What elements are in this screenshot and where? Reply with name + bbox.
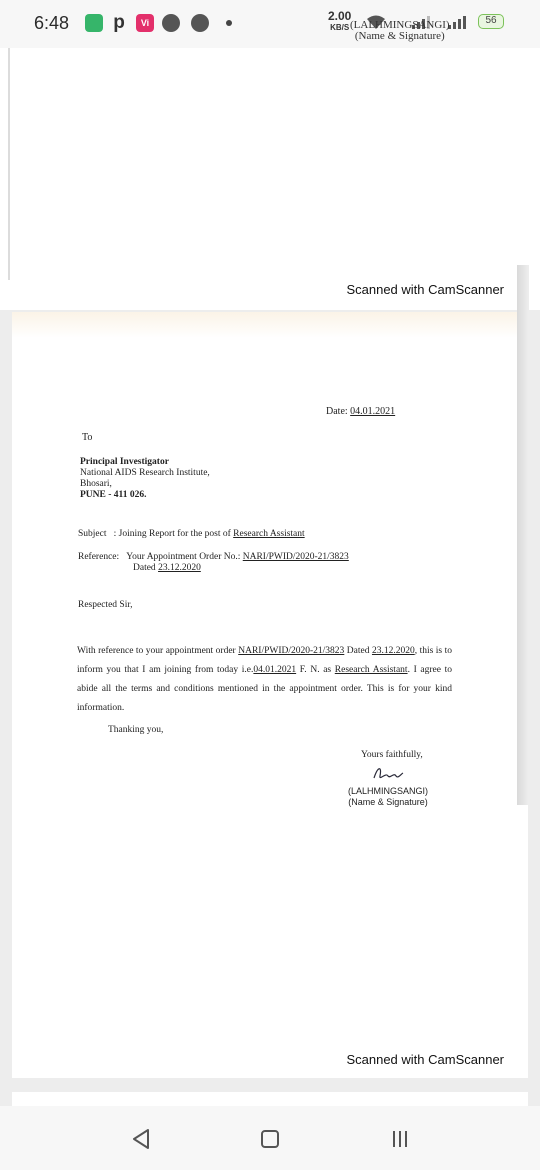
notification-dot-icon xyxy=(226,20,232,26)
previous-page-name: (LALHMINGSANGI) xyxy=(350,19,450,31)
page-edge xyxy=(8,48,10,280)
back-icon[interactable] xyxy=(126,1124,156,1154)
letter-date xyxy=(326,406,395,417)
network-speed-value: 2.00 xyxy=(328,9,352,23)
recipient-line-1: National AIDS Research Institute, xyxy=(80,468,210,478)
previous-page-name-caption: (Name & Signature) xyxy=(354,30,445,42)
green-app-icon xyxy=(85,14,103,32)
subject-text: : Joining Report for the post of xyxy=(113,529,234,539)
body-post: Research Assistant xyxy=(334,665,408,675)
letter-reference xyxy=(78,552,349,574)
previous-page-signature xyxy=(350,20,450,42)
body-part-1: With reference to your appointment order xyxy=(77,646,239,656)
page-fold-shadow xyxy=(517,265,529,805)
thanking-line: Thanking you, xyxy=(108,725,164,735)
letter-subject xyxy=(78,529,305,539)
reference-text: Your Appointment Order No.: xyxy=(126,552,243,562)
body-part-2: Dated xyxy=(346,646,372,656)
play-app-icon xyxy=(191,14,209,32)
body-part-3: , this is to inform you that I am joining from today i.e. xyxy=(77,646,453,675)
signatory-name: (LALHMINGSANGI) xyxy=(348,786,429,796)
home-icon[interactable] xyxy=(255,1124,285,1154)
page-top-shading xyxy=(12,312,528,338)
recipient-line-2: Bhosari, xyxy=(80,479,112,489)
date-label: Date: xyxy=(326,406,351,417)
body-part-5: . I agree to abide all the terms and conditions mentioned in the appointment order. This is for your kind information. xyxy=(77,665,452,713)
reference-number: NARI/PWID/2020-21/3823 xyxy=(242,552,349,562)
scanned-letter-page xyxy=(12,312,528,1078)
subject-label: Subject xyxy=(78,529,107,539)
next-page xyxy=(12,1092,528,1106)
reference-label: Reference: xyxy=(78,552,120,562)
subject-post: Research Assistant xyxy=(233,529,305,539)
recent-apps-icon[interactable] xyxy=(385,1124,415,1154)
camscanner-watermark-2: Scanned with CamScanner xyxy=(346,1052,504,1067)
signatory-caption: (Name & Signature) xyxy=(348,797,428,807)
camscanner-watermark: Scanned with CamScanner xyxy=(346,282,504,297)
circle-app-icon xyxy=(162,14,180,32)
letter-body xyxy=(77,642,452,718)
reference-dated xyxy=(78,563,349,574)
navigation-bar xyxy=(0,1106,540,1170)
network-speed-unit: KB/S xyxy=(330,23,350,32)
body-order-date: 23.12.2020 xyxy=(371,646,415,656)
p-app-icon: p xyxy=(113,12,125,33)
letter-to: To xyxy=(82,432,93,443)
battery-icon: 56 xyxy=(478,14,504,29)
reference-dated-value: 23.12.2020 xyxy=(158,563,201,573)
network-speed xyxy=(328,11,351,33)
recipient-line-3: PUNE - 411 026. xyxy=(80,490,147,500)
salutation: Respected Sir, xyxy=(78,600,133,610)
body-order-number: NARI/PWID/2020-21/3823 xyxy=(238,646,345,656)
body-joining-date: 04.01.2021 xyxy=(253,665,297,675)
closing-line: Yours faithfully, xyxy=(361,750,423,760)
status-bar xyxy=(0,0,540,48)
status-time: 6:48 xyxy=(34,13,70,33)
date-value: 04.01.2021 xyxy=(350,406,396,417)
recipient-title: Principal Investigator xyxy=(80,457,169,467)
vi-app-icon: Vi xyxy=(136,14,154,32)
handwritten-signature xyxy=(370,764,406,784)
recipient-address xyxy=(80,457,210,501)
reference-dated-label: Dated xyxy=(133,563,159,573)
signatory-block xyxy=(348,786,428,808)
body-part-4: F. N. as xyxy=(296,665,335,675)
